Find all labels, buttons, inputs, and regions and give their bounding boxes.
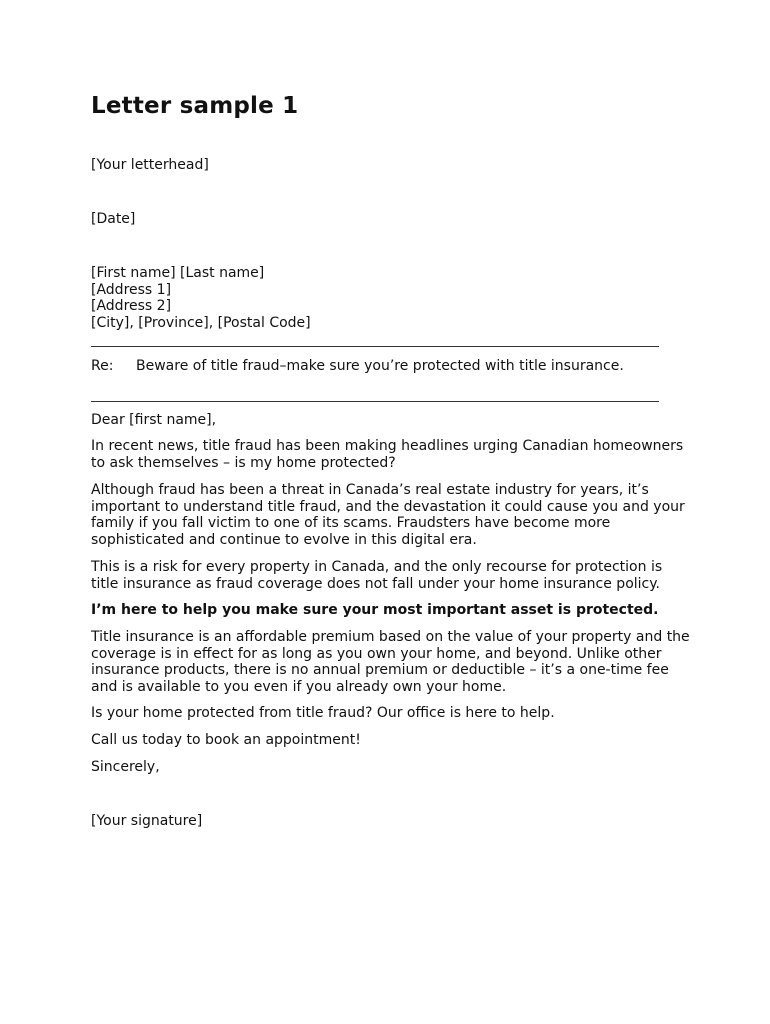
subject-text: Beware of title fraud–make sure you’re protected with title insurance. <box>136 358 624 374</box>
letterhead-placeholder: [Your letterhead] <box>91 157 209 173</box>
recipient-name: [First name] [Last name] <box>91 265 265 281</box>
divider-top <box>91 346 659 347</box>
recipient-city-line: [City], [Province], [Postal Code] <box>91 314 311 331</box>
recipient-address-1: [Address 1] <box>91 281 172 298</box>
paragraph-3: This is a risk for every property in Canada, and the only recourse for protection is title insurance as fraud coverage does not fall under your home insurance policy. <box>91 559 663 592</box>
subject-label: Re: <box>91 358 114 374</box>
salutation: Dear [first name], <box>91 412 217 428</box>
recipient-address-2: [Address 2] <box>91 298 172 314</box>
paragraph-6: Is your home protected from title fraud? Our office is here to help. <box>91 705 555 721</box>
paragraph-2: Although fraud has been a threat in Canada’s real estate industry for years, it’s important to understand title fraud, and the devastation it could cause you and your family if you fall victim to one of its scams. Fraudsters have become more sophisticated and continue to evolve in this digital era. <box>91 482 685 548</box>
date-placeholder: [Date] <box>91 211 136 227</box>
paragraph-1: In recent news, title fraud has been making headlines urging Canadian homeowners to ask themselves – is my home protected? <box>91 438 684 471</box>
paragraph-7: Call us today to book an appointment! <box>91 732 361 748</box>
divider-bottom <box>91 401 659 402</box>
paragraph-5: Title insurance is an affordable premium based on the value of your property and the coverage is in effect for as long as you own your home, and beyond. Unlike other insurance products, there is no annual premium or deductible – it’s a one-time fee and is available to you even if you already own your home. <box>91 629 690 695</box>
page-title: Letter sample 1 <box>91 93 299 119</box>
signature-placeholder: [Your signature] <box>91 813 203 829</box>
closing: Sincerely, <box>91 759 160 775</box>
paragraph-4-bold: I’m here to help you make sure your most important asset is protected. <box>91 602 659 618</box>
subject-line <box>91 358 624 375</box>
